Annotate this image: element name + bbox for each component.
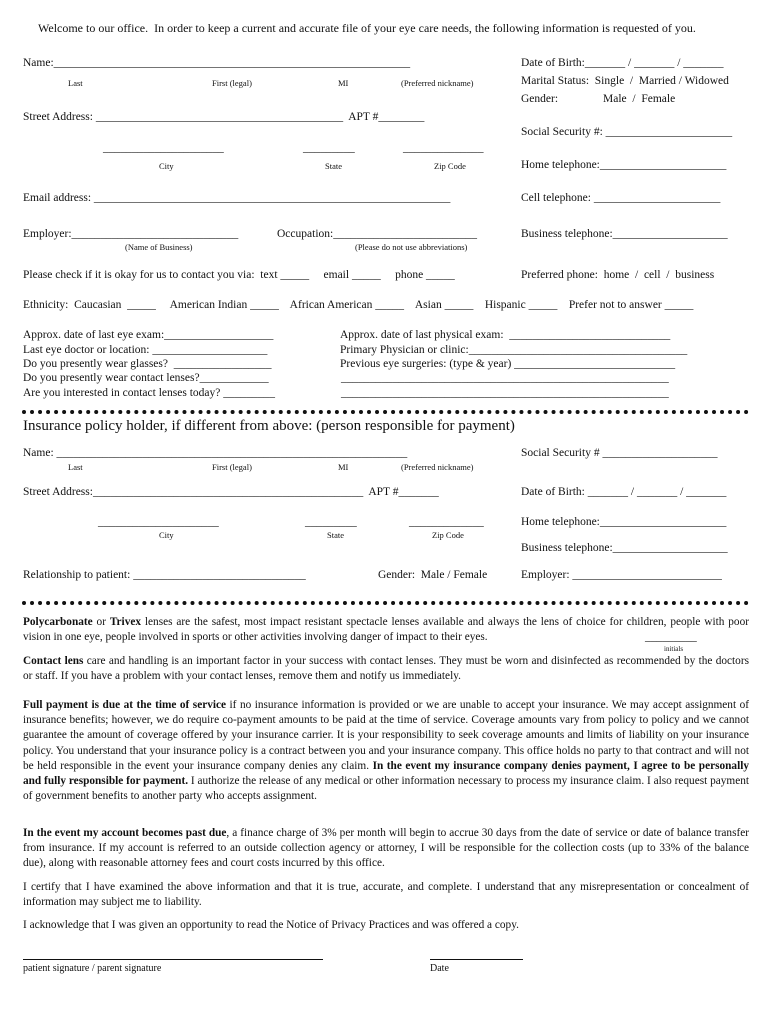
date-label: Date bbox=[430, 963, 449, 974]
patient-ssn-field[interactable]: Social Security #: ______________________ bbox=[521, 126, 733, 138]
patient-name-field[interactable]: Name:______________________________________________________________ bbox=[23, 57, 411, 69]
patient-city-field[interactable]: _____________________ bbox=[103, 142, 224, 154]
patient-occupation-field[interactable]: Occupation:_________________________ bbox=[277, 228, 477, 240]
insurance-employer-field[interactable]: Employer: __________________________ bbox=[521, 569, 722, 581]
sub-label-nickname: (Preferred nickname) bbox=[401, 78, 474, 88]
wear-contacts-field[interactable]: Do you presently wear contact lenses?____________ bbox=[23, 372, 269, 384]
preferred-phone-field[interactable]: Preferred phone: home / cell / business bbox=[521, 269, 715, 281]
sub-label-state: State bbox=[325, 161, 342, 171]
signature-label: patient signature / parent signature bbox=[23, 963, 162, 974]
contact-lens-term: Contact lens bbox=[23, 655, 84, 667]
sub-label-city: City bbox=[159, 161, 174, 171]
patient-employer-field[interactable]: Employer:_____________________________ bbox=[23, 228, 239, 240]
poly-or: or bbox=[92, 616, 110, 628]
contact-via-field[interactable]: Please check if it is okay for us to contact you via: text _____ email _____ phone _____ bbox=[23, 269, 455, 281]
interested-contacts-field[interactable]: Are you interested in contact lenses today? _________ bbox=[23, 387, 275, 399]
marital-status-field[interactable]: Marital Status: Single / Married / Widowed bbox=[521, 75, 729, 87]
insurance-name-field[interactable]: Name: _____________________________________________________________ bbox=[23, 447, 408, 459]
patient-home-telephone-field[interactable]: Home telephone:______________________ bbox=[521, 159, 727, 171]
insurance-state-field[interactable]: _________ bbox=[305, 516, 357, 528]
relationship-field[interactable]: Relationship to patient: ______________________________ bbox=[23, 569, 306, 581]
denies-payment-term: In the event my insurance company denies payment, I agree to be personally and fully responsible for payment. bbox=[23, 759, 749, 788]
polycarbonate-term: Polycarbonate bbox=[23, 616, 93, 628]
insurance-home-telephone-field[interactable]: Home telephone:______________________ bbox=[521, 516, 727, 528]
sub-label-mi: MI bbox=[338, 78, 349, 88]
eye-surgeries-line-2[interactable]: _________________________________________________________ bbox=[341, 372, 669, 384]
sub-label-city: City bbox=[159, 530, 174, 540]
patient-zip-field[interactable]: ______________ bbox=[403, 142, 484, 154]
lens-policy-text: lenses are the safest, most impact resistant spectacle lenses available and always the lens of choice for children, people with poor vision in one eye, people involved in sports or other activities involving danger of impact to their eyes. bbox=[23, 616, 749, 644]
patient-state-field[interactable]: _________ bbox=[303, 142, 355, 154]
sub-label-first: First (legal) bbox=[212, 462, 252, 472]
patient-cell-telephone-field[interactable]: Cell telephone: ______________________ bbox=[521, 192, 721, 204]
sub-label-no-abbreviations: (Please do not use abbreviations) bbox=[355, 242, 468, 252]
eye-surgeries-line-3[interactable]: _________________________________________________________ bbox=[341, 387, 669, 399]
intro-text: Welcome to our office. In order to keep a current and accurate file of your eye care needs, the following information is requested of you. bbox=[38, 21, 696, 35]
lens-policy-paragraph bbox=[23, 615, 749, 645]
patient-dob-field[interactable]: Date of Birth:_______ / _______ / _______ bbox=[521, 57, 724, 69]
contact-lens-paragraph bbox=[23, 654, 749, 684]
contact-lens-text: care and handling is an important factor in your success with contact lenses. They must be worn and disinfected as recommended by the doctors or staff. If you have a problem with your contact lenses, remove them and notify us immediately. bbox=[23, 655, 749, 683]
primary-physician-field[interactable]: Primary Physician or clinic:______________________________________ bbox=[340, 344, 688, 356]
sub-label-zip: Zip Code bbox=[432, 530, 464, 540]
past-due-paragraph bbox=[23, 826, 749, 872]
initials-field[interactable]: _________ bbox=[645, 631, 697, 643]
trivex-term: Trivex bbox=[109, 616, 142, 628]
initials-label: initials bbox=[664, 645, 684, 653]
last-eye-doctor-field[interactable]: Last eye doctor or location: ____________________ bbox=[23, 344, 268, 356]
payment-paragraph bbox=[23, 698, 749, 804]
payment-term: Full payment is due at the time of service bbox=[23, 699, 227, 711]
section-divider bbox=[22, 410, 749, 414]
section-divider bbox=[22, 601, 749, 605]
last-physical-field[interactable]: Approx. date of last physical exam: ____________________________ bbox=[340, 329, 671, 341]
sub-label-nickname: (Preferred nickname) bbox=[401, 462, 474, 472]
insurance-street-field[interactable]: Street Address:_______________________________________________ APT #_______ bbox=[23, 486, 439, 498]
certify-paragraph: I certify that I have examined the above information and that it is true, accurate, and complete. I understand that any misrepresentation or concealment of information may subject me to liability. bbox=[23, 881, 749, 909]
insurance-heading: Insurance policy holder, if different from above: (person responsible for payment) bbox=[23, 418, 515, 434]
sub-label-first: First (legal) bbox=[212, 78, 252, 88]
gender-options[interactable]: Male / Female bbox=[603, 93, 676, 105]
insurance-zip-field[interactable]: _____________ bbox=[409, 516, 484, 528]
acknowledge-paragraph: I acknowledge that I was given an opportunity to read the Notice of Privacy Practices and was offered a copy. bbox=[23, 919, 519, 931]
payment-text: if no insurance information is provided or we are unable to accept your insurance. We may accept assignment of insurance benefits; however, we do require co-payment amounts to be paid at the time of service. Coverage amounts vary from policy to policy and we cannot guarantee the amount of coverage offered by your insurance carrier. It is your responsibility to seek coverage amounts and limits of liability on your insurance policy. You understand that your insurance policy is a contract between you and your insurance company. This office holds no party to that contract and will not be held responsible in the event your insurance company denies any claim. bbox=[23, 699, 750, 772]
sub-label-zip: Zip Code bbox=[434, 161, 466, 171]
sub-label-last: Last bbox=[68, 78, 83, 88]
patient-business-telephone-field[interactable]: Business telephone:____________________ bbox=[521, 228, 728, 240]
insurance-dob-field[interactable]: Date of Birth: _______ / _______ / _______ bbox=[521, 486, 727, 498]
last-eye-exam-field[interactable]: Approx. date of last eye exam:___________________ bbox=[23, 329, 274, 341]
gender-label: Gender: bbox=[521, 93, 559, 105]
patient-email-field[interactable]: Email address: ______________________________________________________________ bbox=[23, 192, 451, 204]
past-due-term: In the event my account becomes past due bbox=[23, 827, 227, 839]
insurance-ssn-field[interactable]: Social Security # ____________________ bbox=[521, 447, 718, 459]
sub-label-business-name: (Name of Business) bbox=[125, 242, 193, 252]
patient-street-field[interactable]: Street Address: ___________________________________________ APT #________ bbox=[23, 111, 425, 123]
insurance-business-telephone-field[interactable]: Business telephone:____________________ bbox=[521, 542, 728, 554]
insurance-city-field[interactable]: _____________________ bbox=[98, 516, 219, 528]
eye-surgeries-field[interactable]: Previous eye surgeries: (type & year) ____________________________ bbox=[340, 358, 676, 370]
date-line[interactable] bbox=[430, 959, 523, 960]
authorize-text: I authorize the release of any medical or other information necessary to process my insurance claim. I also request payment of government benefits to another party who accepts assignment. bbox=[23, 775, 749, 803]
signature-line[interactable] bbox=[23, 959, 323, 960]
ethnicity-field[interactable]: Ethnicity: Caucasian _____ American Indian _____ African American _____ Asian _____ Hispanic _____ Prefer not to answer _____ bbox=[23, 299, 694, 311]
insurance-gender-field[interactable]: Gender: Male / Female bbox=[378, 569, 488, 581]
wear-glasses-field[interactable]: Do you presently wear glasses? _________________ bbox=[23, 358, 272, 370]
sub-label-mi: MI bbox=[338, 462, 349, 472]
past-due-text: , a finance charge of 3% per month will begin to accrue 30 days from the date of service or date of balance transfer from insurance. If my account is referred to an outside collection agency or attorney, I will be responsible for the collection costs (up to 33% of the balance due), along with reasonable attorney fees and court costs incurred by this office. bbox=[23, 827, 750, 870]
sub-label-last: Last bbox=[68, 462, 83, 472]
sub-label-state: State bbox=[327, 530, 344, 540]
